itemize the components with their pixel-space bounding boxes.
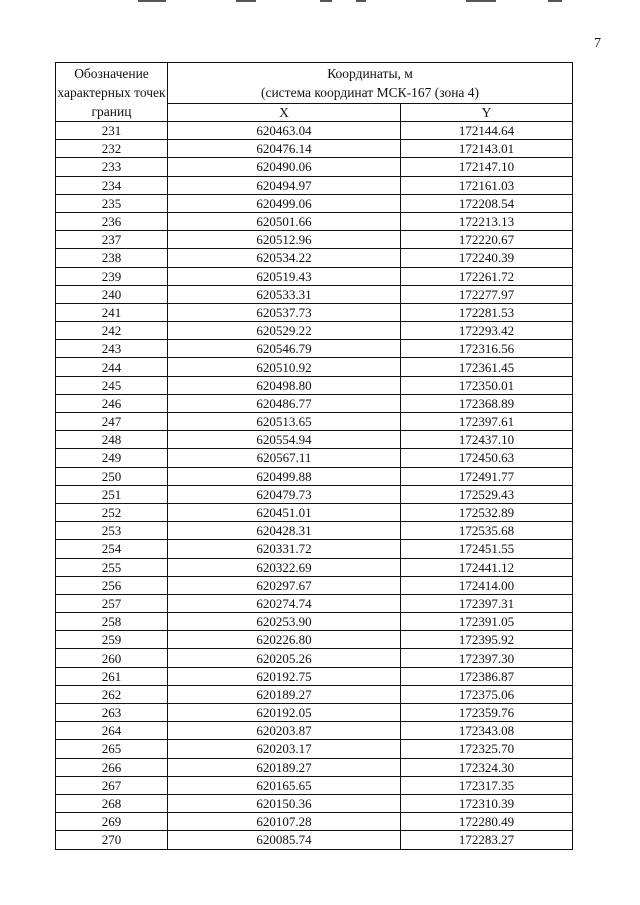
point-number-cell: 260	[56, 649, 168, 667]
table-row	[56, 449, 573, 467]
x-coordinate-cell: 620554.94	[168, 431, 401, 449]
x-coordinate-cell: 620428.31	[168, 522, 401, 540]
x-coordinate-cell: 620203.87	[168, 722, 401, 740]
point-number-cell: 267	[56, 776, 168, 794]
point-number-cell: 242	[56, 322, 168, 340]
table-row	[56, 340, 573, 358]
point-number-cell: 256	[56, 576, 168, 594]
point-number-cell: 237	[56, 231, 168, 249]
scan-mark	[320, 0, 332, 2]
x-coordinate-cell: 620501.66	[168, 212, 401, 230]
point-number-cell: 254	[56, 540, 168, 558]
table-row	[56, 794, 573, 812]
table-row	[56, 758, 573, 776]
x-coordinate-cell: 620486.77	[168, 394, 401, 412]
table-row	[56, 140, 573, 158]
x-coordinate-cell: 620322.69	[168, 558, 401, 576]
y-coordinate-cell: 172450.63	[401, 449, 573, 467]
point-number-cell: 249	[56, 449, 168, 467]
y-coordinate-cell: 172147.10	[401, 158, 573, 176]
table-row	[56, 322, 573, 340]
table-row	[56, 194, 573, 212]
x-coordinate-cell: 620226.80	[168, 631, 401, 649]
point-number-cell: 239	[56, 267, 168, 285]
scan-mark	[466, 0, 496, 2]
table-row	[56, 249, 573, 267]
coordinates-body	[56, 122, 573, 850]
scan-mark	[236, 0, 256, 2]
table-row	[56, 413, 573, 431]
y-coordinate-cell: 172281.53	[401, 303, 573, 321]
x-coordinate-cell: 620512.96	[168, 231, 401, 249]
table-row	[56, 558, 573, 576]
point-number-cell: 263	[56, 704, 168, 722]
x-coordinate-cell: 620253.90	[168, 613, 401, 631]
x-coordinate-cell: 620150.36	[168, 794, 401, 812]
y-coordinate-cell: 172397.61	[401, 413, 573, 431]
x-coordinate-cell: 620297.67	[168, 576, 401, 594]
point-number-cell: 259	[56, 631, 168, 649]
y-coordinate-cell: 172361.45	[401, 358, 573, 376]
point-number-cell: 241	[56, 303, 168, 321]
table-row	[56, 594, 573, 612]
point-number-cell: 266	[56, 758, 168, 776]
y-coordinate-cell: 172529.43	[401, 485, 573, 503]
y-coordinate-cell: 172161.03	[401, 176, 573, 194]
scan-mark	[356, 0, 366, 2]
y-coordinate-cell: 172391.05	[401, 613, 573, 631]
x-coordinate-cell: 620490.06	[168, 158, 401, 176]
table-row	[56, 704, 573, 722]
x-coordinate-cell: 620513.65	[168, 413, 401, 431]
table-row	[56, 503, 573, 521]
y-coordinate-cell: 172220.67	[401, 231, 573, 249]
scan-artifacts	[0, 0, 640, 4]
x-header: X	[168, 104, 401, 122]
scan-mark	[138, 0, 166, 2]
point-number-cell: 231	[56, 122, 168, 140]
table-row	[56, 376, 573, 394]
point-number-cell: 253	[56, 522, 168, 540]
y-coordinate-cell: 172350.01	[401, 376, 573, 394]
y-coordinate-cell: 172343.08	[401, 722, 573, 740]
table-row	[56, 212, 573, 230]
y-coordinate-cell: 172283.27	[401, 831, 573, 849]
x-coordinate-cell: 620463.04	[168, 122, 401, 140]
x-coordinate-cell: 620498.80	[168, 376, 401, 394]
y-coordinate-cell: 172368.89	[401, 394, 573, 412]
point-number-cell: 270	[56, 831, 168, 849]
y-coordinate-cell: 172240.39	[401, 249, 573, 267]
y-coordinate-cell: 172213.13	[401, 212, 573, 230]
y-coordinate-cell: 172535.68	[401, 522, 573, 540]
y-header: Y	[401, 104, 573, 122]
point-number-cell: 268	[56, 794, 168, 812]
y-coordinate-cell: 172437.10	[401, 431, 573, 449]
x-coordinate-cell: 620499.06	[168, 194, 401, 212]
y-coordinate-cell: 172261.72	[401, 267, 573, 285]
coordinates-header	[168, 63, 573, 104]
coordinates-table	[55, 62, 573, 850]
y-coordinate-cell: 172280.49	[401, 813, 573, 831]
table-row	[56, 231, 573, 249]
point-number-cell: 264	[56, 722, 168, 740]
table-row	[56, 649, 573, 667]
table-row	[56, 576, 573, 594]
table-row	[56, 485, 573, 503]
table-row	[56, 540, 573, 558]
x-coordinate-cell: 620192.05	[168, 704, 401, 722]
point-number-cell: 233	[56, 158, 168, 176]
y-coordinate-cell: 172414.00	[401, 576, 573, 594]
y-coordinate-cell: 172144.64	[401, 122, 573, 140]
y-coordinate-cell: 172532.89	[401, 503, 573, 521]
y-coordinate-cell: 172293.42	[401, 322, 573, 340]
x-coordinate-cell: 620534.22	[168, 249, 401, 267]
table-row	[56, 831, 573, 849]
y-coordinate-cell: 172397.31	[401, 594, 573, 612]
point-number-cell: 261	[56, 667, 168, 685]
x-coordinate-cell: 620274.74	[168, 594, 401, 612]
table-row	[56, 740, 573, 758]
point-number-cell: 235	[56, 194, 168, 212]
point-number-cell: 234	[56, 176, 168, 194]
x-coordinate-cell: 620519.43	[168, 267, 401, 285]
point-number-cell: 245	[56, 376, 168, 394]
x-coordinate-cell: 620192.75	[168, 667, 401, 685]
point-number-cell: 236	[56, 212, 168, 230]
table-row	[56, 522, 573, 540]
table-row	[56, 431, 573, 449]
y-coordinate-cell: 172324.30	[401, 758, 573, 776]
y-coordinate-cell: 172208.54	[401, 194, 573, 212]
point-number-cell: 252	[56, 503, 168, 521]
x-coordinate-cell: 620205.26	[168, 649, 401, 667]
y-coordinate-cell: 172143.01	[401, 140, 573, 158]
y-coordinate-cell: 172325.70	[401, 740, 573, 758]
x-coordinate-cell: 620529.22	[168, 322, 401, 340]
page-number: 7	[594, 36, 601, 51]
y-coordinate-cell: 172277.97	[401, 285, 573, 303]
point-designation-header: Обозначение характерных точек границ	[56, 63, 168, 122]
y-coordinate-cell: 172316.56	[401, 340, 573, 358]
x-coordinate-cell: 620331.72	[168, 540, 401, 558]
point-number-cell: 246	[56, 394, 168, 412]
table-row	[56, 122, 573, 140]
point-number-cell: 232	[56, 140, 168, 158]
coordinates-header-system: (система координат МСК-167 (зона 4)	[260, 85, 480, 101]
x-coordinate-cell: 620085.74	[168, 831, 401, 849]
y-coordinate-cell: 172395.92	[401, 631, 573, 649]
y-coordinate-cell: 172359.76	[401, 704, 573, 722]
table-row	[56, 631, 573, 649]
table-row	[56, 267, 573, 285]
y-coordinate-cell: 172375.06	[401, 685, 573, 703]
point-number-cell: 251	[56, 485, 168, 503]
x-coordinate-cell: 620510.92	[168, 358, 401, 376]
table-row	[56, 722, 573, 740]
y-coordinate-cell: 172386.87	[401, 667, 573, 685]
y-coordinate-cell: 172491.77	[401, 467, 573, 485]
point-number-cell: 269	[56, 813, 168, 831]
x-coordinate-cell: 620567.11	[168, 449, 401, 467]
point-number-cell: 243	[56, 340, 168, 358]
table-row	[56, 613, 573, 631]
x-coordinate-cell: 620494.97	[168, 176, 401, 194]
y-coordinate-cell: 172310.39	[401, 794, 573, 812]
x-coordinate-cell: 620476.14	[168, 140, 401, 158]
y-coordinate-cell: 172451.55	[401, 540, 573, 558]
table-row	[56, 176, 573, 194]
table-row	[56, 158, 573, 176]
point-number-cell: 238	[56, 249, 168, 267]
x-coordinate-cell: 620203.17	[168, 740, 401, 758]
x-coordinate-cell: 620537.73	[168, 303, 401, 321]
y-coordinate-cell: 172317.35	[401, 776, 573, 794]
y-coordinate-cell: 172441.12	[401, 558, 573, 576]
x-coordinate-cell: 620165.65	[168, 776, 401, 794]
x-coordinate-cell: 620189.27	[168, 758, 401, 776]
point-number-cell: 265	[56, 740, 168, 758]
table-row	[56, 394, 573, 412]
table-row	[56, 813, 573, 831]
table-row	[56, 667, 573, 685]
x-coordinate-cell: 620479.73	[168, 485, 401, 503]
point-number-cell: 258	[56, 613, 168, 631]
x-coordinate-cell: 620533.31	[168, 285, 401, 303]
coordinates-header-title: Координаты, м	[327, 66, 413, 82]
table-row	[56, 285, 573, 303]
point-number-cell: 250	[56, 467, 168, 485]
table-row	[56, 776, 573, 794]
x-coordinate-cell: 620189.27	[168, 685, 401, 703]
point-number-cell: 257	[56, 594, 168, 612]
table-row	[56, 685, 573, 703]
x-coordinate-cell: 620451.01	[168, 503, 401, 521]
x-coordinate-cell: 620499.88	[168, 467, 401, 485]
table-row	[56, 467, 573, 485]
point-number-cell: 262	[56, 685, 168, 703]
x-coordinate-cell: 620107.28	[168, 813, 401, 831]
table-row	[56, 303, 573, 321]
x-coordinate-cell: 620546.79	[168, 340, 401, 358]
point-number-cell: 244	[56, 358, 168, 376]
y-coordinate-cell: 172397.30	[401, 649, 573, 667]
table-row	[56, 358, 573, 376]
scan-mark	[548, 0, 562, 2]
point-number-cell: 247	[56, 413, 168, 431]
point-number-cell: 255	[56, 558, 168, 576]
point-number-cell: 248	[56, 431, 168, 449]
point-number-cell: 240	[56, 285, 168, 303]
